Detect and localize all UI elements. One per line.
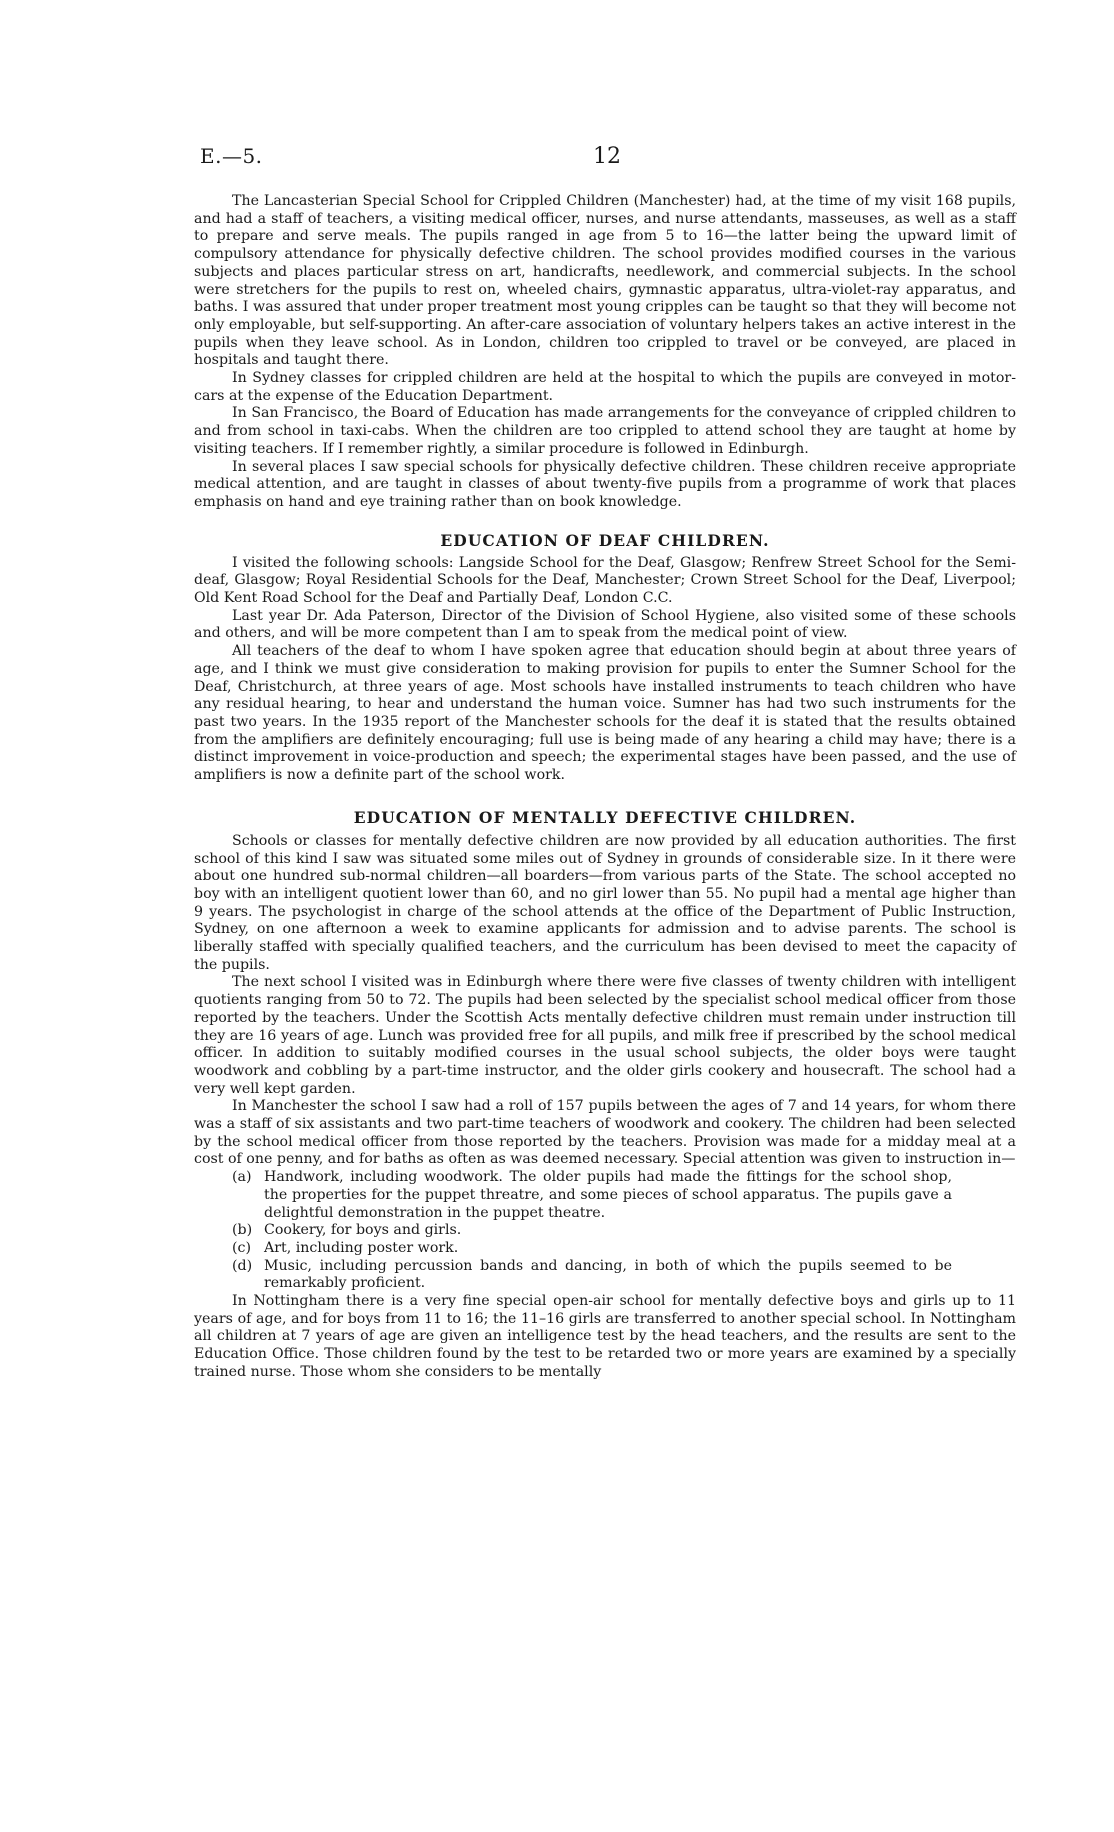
paragraph-mental-sydney: Schools or classes for mentally defective children are now provided by all education authorities. The first school of this kind I saw was situated some miles out of Sydney in grounds of considerable size. In it there were about one hundred sub-normal children—all boarders—from various parts of the State. The school accepted no boy with an intelligent quotient lower than 60, and no girl lower than 55. No pupil had a mental age higher than 9 years. The psychologist in charge of the school attends at the office of the Department of Public Instruction, Sydney, on one afternoon a week to examine applicants for admission and to advise parents. The school is liberally staffed with specially qualified teachers, and the curriculum has been devised to meet the capacity of the pupils.: [194, 832, 1016, 973]
heading-deaf-children: EDUCATION OF DEAF CHILDREN.: [440, 530, 770, 550]
list-item: [194, 1169, 1016, 1222]
list-item-text: Music, including percussion bands and dancing, in both of which the pupils seemed to be remarkably proficient.: [264, 1257, 952, 1292]
paragraph-crippled-sydney: In Sydney classes for crippled children are held at the hospital to which the pupils are conveyed in motor-cars at the expense of the Education Department.: [194, 370, 1016, 404]
list-item-label: (c): [232, 1239, 252, 1256]
list-item-label: (a): [232, 1169, 252, 1186]
paragraph-physically-defective: In several places I saw special schools for physically defective children. These children receive appropriate medical attention, and are taught in classes of about twenty-five pupils from a programme of work that places emphasis on hand and eye training rather than on book knowledge.: [194, 458, 1016, 510]
instruction-list: [194, 1169, 1016, 1293]
paragraph-deaf-paterson: Last year Dr. Ada Paterson, Director of the Division of School Hygiene, also visited some of these schools and others, and will be more competent than I am to speak from the medical point of view.: [194, 607, 1016, 642]
paragraph-deaf-schools-visited: I visited the following schools: Langside School for the Deaf, Glasgow; Renfrew Street School for the Semi-deaf, Glasgow; Royal Residential Schools for the Deaf, Manchester; Crown Street School for the Deaf, Liverpool; Old Kent Road School for the Deaf and Partially Deaf, London C.C.: [194, 554, 1016, 607]
list-item-text: Handwork, including woodwork. The older pupils had made the fittings for the school shop, the properties for the puppet threatre, and some pieces of school apparatus. The pupils gave a delightful demonstration in the puppet theatre.: [264, 1169, 952, 1221]
list-item-label: (b): [232, 1222, 253, 1239]
paragraph-mental-manchester: In Manchester the school I saw had a roll of 157 pupils between the ages of 7 and 14 years, for whom there was a staff of six assistants and two part-time teachers of woodwork and cookery. The children had been selected by the school medical officer from those reported by the teachers. Provision was made for a midday meal at a cost of one penny, and for baths as often as was deemed necessary. Special attention was given to instruction in—: [194, 1098, 1016, 1168]
paragraph-crippled-san-francisco: In San Francisco, the Board of Education has made arrangements for the conveyance of crippled children to and from school in taxi-cabs. When the children are too crippled to attend school they are taught at home by visiting teachers. If I remember rightly, a similar procedure is followed in Edinburgh.: [194, 405, 1016, 457]
list-item: [194, 1240, 1016, 1258]
paragraph-mental-nottingham: In Nottingham there is a very fine special open-air school for mentally defective boys and girls up to 11 years of age, and for boys from 11 to 16; the 11–16 girls are transferred to another special school. In Nottingham all children at 7 years of age are given an intelligence test by the head teachers, and the results are sent to the Education Office. Those children found by the test to be retarded two or more years are examined by a specially trained nurse. Those whom she considers to be mentally: [194, 1293, 1016, 1380]
document-body: [194, 193, 1016, 1382]
list-item-text: Art, including poster work.: [264, 1239, 459, 1256]
list-item: [194, 1222, 1016, 1240]
heading-mentally-defective-children: EDUCATION OF MENTALLY DEFECTIVE CHILDREN.: [353, 807, 857, 827]
list-item-label: (d): [232, 1257, 253, 1274]
paragraph-deaf-amplifiers: All teachers of the deaf to whom I have spoken agree that education should begin at about three years of age, and I think we must give consideration to making provision for pupils to enter the Sumner School for the Deaf, Christchurch, at three years of age. Most schools have installed instruments to teach children who have any residual hearing, to hear and understand the human voice. Sumner has had two such instruments for the past two years. In the 1935 report of the Manchester schools for the deaf it is stated that the results obtained from the amplifiers are definitely encouraging; full use is being made of any hearing a child may have; there is a distinct improvement in voice-production and speech; the experimental stages have been passed, and the use of amplifiers is now a definite part of the school work.: [194, 643, 1016, 784]
document-reference: E.—5.: [200, 144, 263, 168]
list-item: [194, 1258, 1016, 1293]
list-item-text: Cookery, for boys and girls.: [264, 1222, 462, 1239]
page-number: 12: [593, 144, 621, 169]
paragraph-mental-edinburgh: The next school I visited was in Edinburgh where there were five classes of twenty children with intelligent quotients ranging from 50 to 72. The pupils had been selected by the specialist school medical officer from those reported by the teachers. Under the Scottish Acts mentally defective children must remain under instruction till they are 16 years of age. Lunch was provided free for all pupils, and milk free if prescribed by the school medical officer. In addition to suitably modified courses in the usual school subjects, the older boys were taught woodwork and cobbling by a part-time instructor, and the older girls cookery and housecraft. The school had a very well kept garden.: [194, 974, 1016, 1097]
paragraph-crippled-manchester: The Lancasterian Special School for Crippled Children (Manchester) had, at the time of my visit 168 pupils, and had a staff of teachers, a visiting medical officer, nurses, and nurse attendants, masseuses, as well as a staff to prepare and serve meals. The pupils ranged in age from 5 to 16—the latter being the upward limit of compulsory attendance for physically defective children. The school provides modified courses in the various subjects and places particular stress on art, handicrafts, needlework, and commercial subjects. In the school were stretchers for the pupils to rest on, wheeled chairs, gymnastic apparatus, ultra-violet-ray apparatus, and baths. I was assured that under proper treatment most young cripples can be taught so that they will become not only employable, but self-supporting. An after-care association of voluntary helpers takes an active interest in the pupils when they leave school. As in London, children too crippled to travel or be conveyed, are placed in hospitals and taught there.: [194, 193, 1016, 369]
